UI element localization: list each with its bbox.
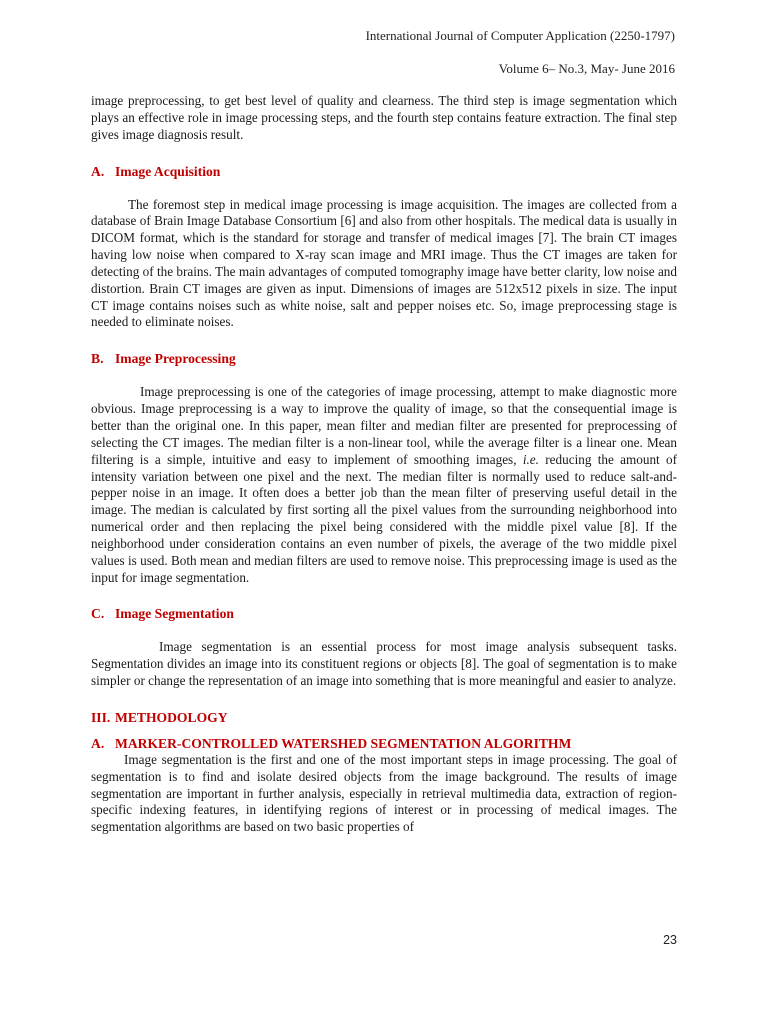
section-heading-preprocessing [91, 350, 677, 367]
section-label: III. [91, 709, 111, 725]
section-label: C. [91, 606, 105, 622]
journal-header: International Journal of Computer Application (2250-1797) [365, 28, 675, 43]
intro-paragraph: image preprocessing, to get best level of quality and clearness. The third step is image segmentation which plays an effective role in image processing steps, and the fourth step contains feature extraction. The final step gives image diagnosis result. [91, 93, 677, 142]
section-label: B. [91, 351, 104, 367]
section-title: Image Preprocessing [115, 351, 236, 367]
watershed-paragraph: Image segmentation is the first and one of the most important steps in image processing. The goal of segmentation is to find and isolate desired objects from the image background. The results of image segmentation are important in further analysis, especially in retrieval multimedia data, extraction of region-specific indexing features, in identifying regions of interest or in processing of medical images. The segmentation algorithms are based on two basic properties of [91, 751, 677, 835]
segmentation-paragraph: Image segmentation is an essential process for most image analysis subsequent tasks. Segmentation divides an image into its constituent regions or objects [8]. The goal of segmentation is to make simpler or change the representation of an image into something that is more meaningful and easier to analyze. [91, 639, 677, 689]
volume-header: Volume 6– No.3, May- June 2016 [498, 61, 675, 76]
preprocessing-text-part1: Image preprocessing is one of the categories of image processing, attempt to make diagnostic more obvious. Image preprocessing is a way to improve the quality of image, so that the consequential image is better than the original one. In this paper, mean filter and median filter are presented for preprocessing of selecting the CT images. The median filter is a non-linear tool, while the average filter is a linear one. Mean filtering is a simple, intuitive and easy to implement of smoothing images, [91, 384, 677, 467]
section-heading-acquisition [91, 163, 677, 180]
section-label: A. [91, 163, 105, 179]
preprocessing-text-part2: reducing the amount of intensity variation between one pixel and the next. The median filter is normally used to reduce salt-and-pepper noise in an image. It often does a better job than the mean filter of preserving useful detail in the image. The median is calculated by first sorting all the pixel values from the surrounding neighborhood into numerical order and then replacing the pixel being considered with the middle pixel value [8]. If the neighborhood under consideration contains an even number of pixels, the average of the two middle pixel values is used. Both mean and median filters are used to remove noise. This preprocessing image is used as the input for image segmentation. [91, 451, 678, 585]
section-heading-watershed [91, 735, 677, 752]
section-title: MARKER-CONTROLLED WATERSHED SEGMENTATION ALGORITHM [115, 735, 572, 751]
ie-abbreviation: i.e. [522, 451, 539, 467]
page-number: 23 [663, 933, 677, 947]
acquisition-paragraph: The foremost step in medical image processing is image acquisition. The images are collected from a database of Brain Image Database Consortium [6] and also from other hospitals. The medical data is usually in DICOM format, which is the standard for storage and transfer of medical images [7]. The brain CT images having low noise when compared to X-ray scan image and MRI image. Thus the CT images are taken for detecting of the brains. The main advantages of computed tomography image have better clarity, low noise and distortion. Brain CT images are given as input. Dimensions of images are 512x512 pixels in size. The input CT image contains noises such as white noise, salt and pepper noises etc. So, image preprocessing stage is needed to eliminate noises. [91, 196, 677, 330]
section-heading-segmentation [91, 605, 677, 622]
section-title: Image Acquisition [115, 163, 221, 179]
section-heading-methodology [91, 709, 677, 726]
preprocessing-paragraph [91, 384, 677, 586]
section-title: Image Segmentation [115, 606, 234, 622]
section-title: METHODOLOGY [115, 709, 228, 725]
section-label: A. [91, 735, 105, 751]
article-body [91, 93, 677, 836]
